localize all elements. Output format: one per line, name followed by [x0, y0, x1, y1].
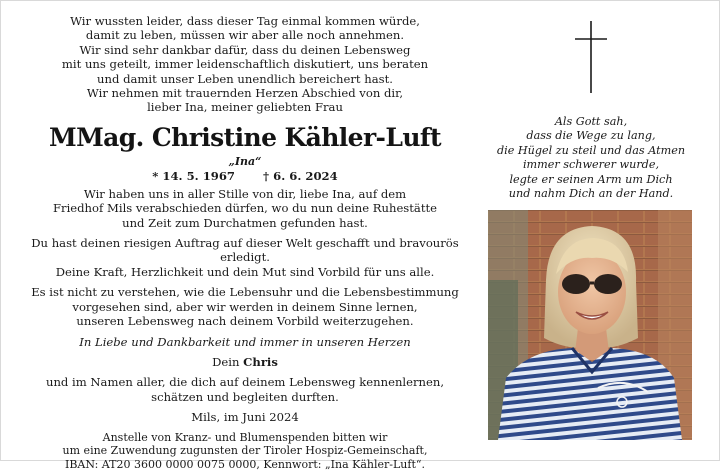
signature-name: Chris [243, 354, 278, 369]
intro-line: mit uns geteilt, immer leidenschaftlich diskutiert, uns beraten [61, 57, 429, 72]
place-date: Mils, im Juni 2024 [191, 410, 299, 425]
poem-line: Als Gott sah, [554, 115, 628, 128]
cross-icon [575, 21, 607, 93]
understand-line: unseren Lebensweg nach deinem Vorbild weiterzugehen. [76, 314, 414, 329]
intro-line: lieber Ina, meiner geliebten Frau [147, 100, 343, 115]
others-paragraph [12, 375, 478, 404]
nickname: „Ina“ [228, 154, 262, 168]
task-paragraph [12, 236, 478, 279]
poem-line: legte er seinen Arm um Dich [509, 172, 673, 186]
poem-line: die Hügel zu steil und das Atmen [496, 143, 686, 157]
farewell-line: und Zeit zum Durchatmen gefunden hast. [122, 215, 368, 230]
love-line: In Liebe und Dankbarkeit und immer in unseren Herzen [79, 334, 411, 349]
understand-paragraph [12, 285, 478, 328]
deceased-name: MMag. Christine Kähler-Luft [49, 122, 441, 152]
others-line: und im Namen aller, die dich auf deinem Lebensweg kennenlernen, [45, 375, 444, 390]
understand-line: Es ist nicht zu verstehen, wie die Lebensuhr und die Lebensbestimmung [31, 285, 459, 300]
death-date: † 6. 6. 2024 [263, 168, 338, 183]
portrait-photo [488, 210, 692, 440]
signature-prefix: Dein [212, 354, 244, 369]
intro-line: damit zu leben, müssen wir aber alle noch annehmen. [85, 28, 405, 43]
poem-line: dass die Wege zu lang, [526, 129, 656, 143]
task-line: Deine Kraft, Herzlichkeit und dein Mut sind Vorbild für uns alle. [55, 264, 435, 279]
understand-line: vorgesehen sind, aber wir werden in deinem Sinne lernen, [72, 299, 418, 314]
birth-date: * 14. 5. 1967 [152, 168, 235, 183]
intro-line: Wir nehmen mit trauernden Herzen Abschied von dir, [86, 86, 404, 101]
intro-paragraph [12, 14, 478, 115]
farewell-line: Wir haben uns in aller Stille von dir, liebe Ina, auf dem [83, 186, 407, 201]
others-line: schätzen und begleiten durften. [151, 389, 339, 404]
intro-line: Wir wussten leider, dass dieser Tag einmal kommen würde, [70, 14, 420, 28]
signature [12, 355, 478, 369]
life-dates [12, 169, 478, 184]
donation-line: IBAN: AT20 3600 0000 0075 0000, Kennwort: „Ina Kähler-Luft“. [64, 457, 425, 471]
main-text-column [12, 14, 478, 471]
farewell-paragraph [12, 187, 478, 230]
intro-line: und damit unser Leben unendlich bereichert hast. [97, 71, 393, 86]
farewell-line: Friedhof Mils verabschieden dürfen, wo du nun deine Ruhestätte [52, 201, 438, 216]
poem-line: immer schwerer wurde, [522, 158, 660, 172]
task-line: Du hast deinen riesigen Auftrag auf dieser Welt geschafft und bravourös erledigt. [31, 236, 459, 265]
donation-paragraph [12, 431, 478, 471]
poem-line: und nahm Dich an der Hand. [508, 187, 674, 201]
donation-line: um eine Zuwendung zugunsten der Tiroler Hospiz-Gemeinschaft, [62, 444, 428, 458]
donation-line: Anstelle von Kranz- und Blumenspenden bitten wir [102, 430, 388, 444]
poem [488, 115, 694, 201]
intro-line: Wir sind sehr dankbar dafür, dass du deinen Lebensweg [79, 42, 411, 57]
